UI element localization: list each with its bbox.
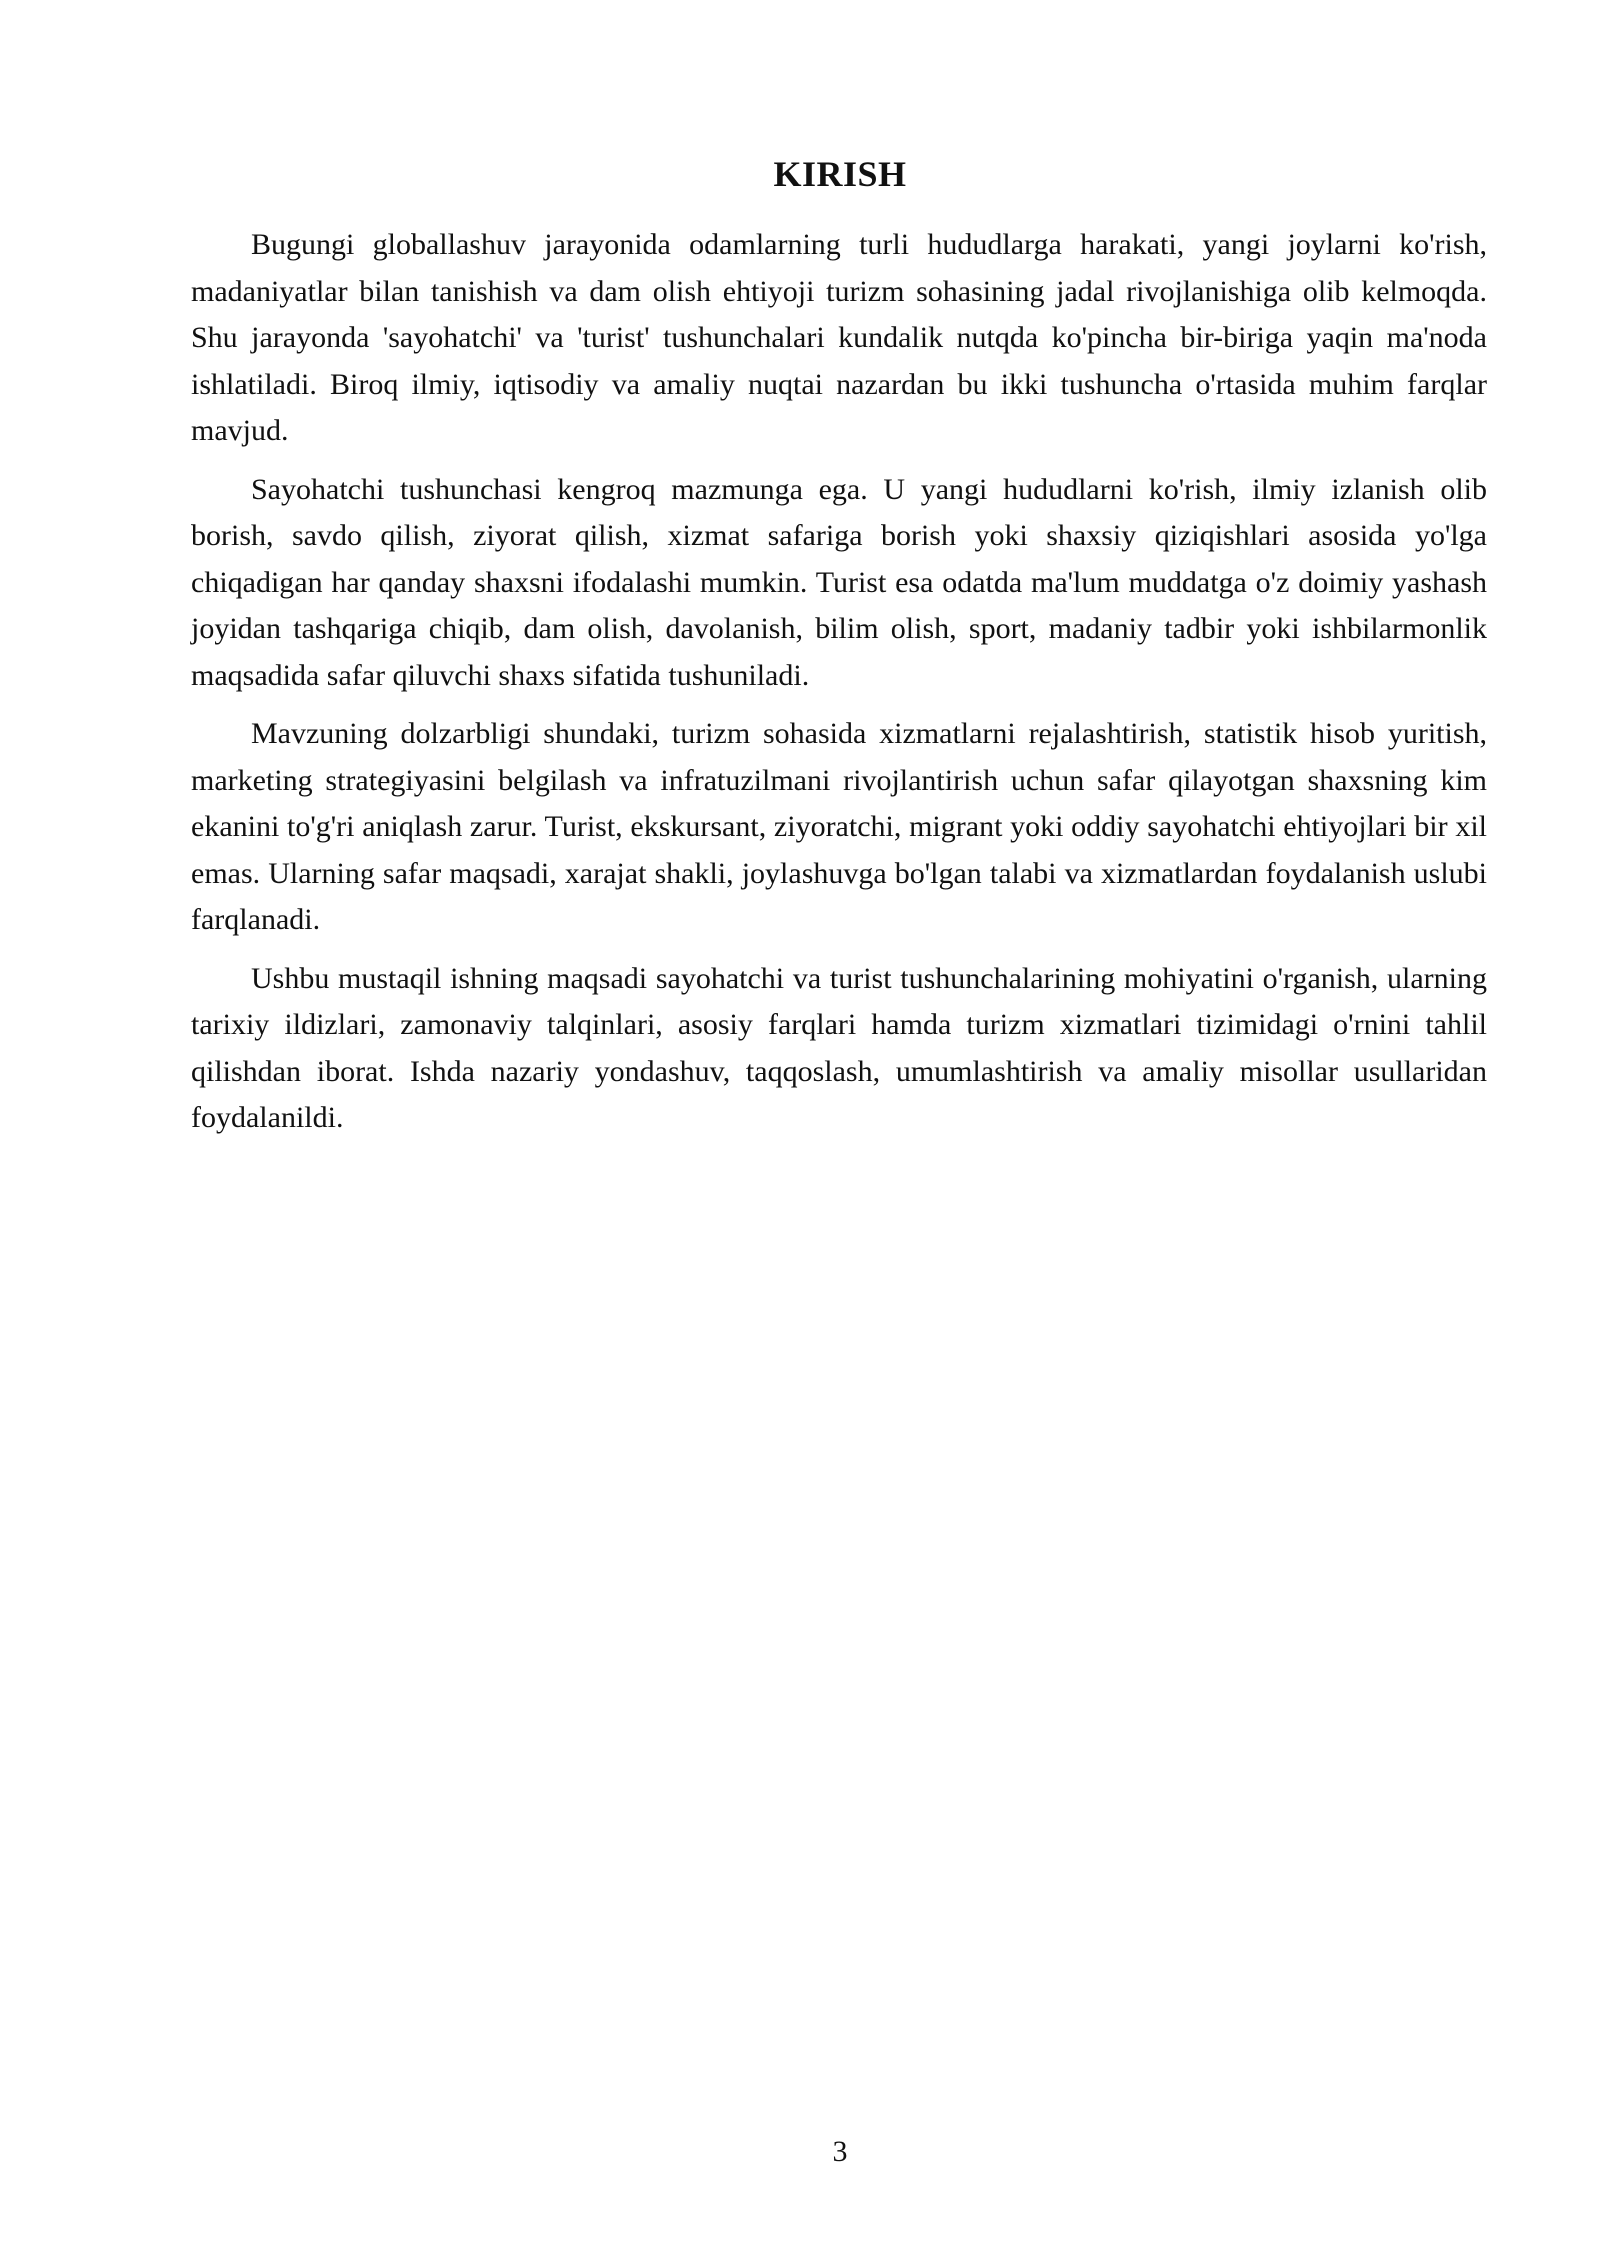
paragraph-4: Ushbu mustaqil ishning maqsadi sayohatchi va turist tushunchalarining mohiyatini o'rganish, ularning tarixiy ildizlari, zamonaviy talqinlari, asosiy farqlari hamda turizm xizmatlari tizimidagi o'rnini tahlil qilishdan iborat. Ishda nazariy yondashuv, taqqoslash, umumlashtirish va amaliy misollar usullaridan foydalanildi.: [191, 961, 1487, 1134]
page-number: 3: [832, 2135, 848, 2168]
section-title: KIRISH: [773, 154, 907, 194]
paragraph-3: Mavzuning dolzarbligi shundaki, turizm sohasida xizmatlarni rejalashtirish, statistik hisob yuritish, marketing strategiyasini belgilash va infratuzilmani rivojlantirish uchun safar qilayotgan shaxsning kim ekanini to'g'ri aniqlash zarur. Turist, ekskursant, ziyoratchi, migrant yoki oddiy sayohatchi ehtiyojlari bir xil emas. Ularning safar maqsadi, xarajat shakli, joylashuvga bo'lgan talabi va xizmatlardan foydalanish uslubi farqlanadi.: [191, 717, 1487, 936]
paragraph-1: Bugungi globallashuv jarayonida odamlarning turli hududlarga harakati, yangi joylarni ko'rish, madaniyatlar bilan tanishish va dam olish ehtiyoji turizm sohasining jadal rivojlanishiga olib kelmoqda. Shu jarayonda 'sayohatchi' va 'turist' tushunchalari kundalik nutqda ko'pincha bir-biriga yaqin ma'noda ishlatiladi. Biroq ilmiy, iqtisodiy va amaliy nuqtai nazardan bu ikki tushuncha o'rtasida muhim farqlar mavjud.: [191, 228, 1487, 447]
body-text: [191, 222, 1487, 1154]
paragraph-2: Sayohatchi tushunchasi kengroq mazmunga ega. U yangi hududlarni ko'rish, ilmiy izlanish olib borish, savdo qilish, ziyorat qilish, xizmat safariga borish yoki shaxsiy qiziqishlari asosida yo'lga chiqadigan har qanday shaxsni ifodalashi mumkin. Turist esa odatda ma'lum muddatga o'z doimiy yashash joyidan tashqariga chiqib, dam olish, davolanish, bilim olish, sport, madaniy tadbir yoki ishbilarmonlik maqsadida safar qiluvchi shaxs sifatida tushuniladi.: [191, 472, 1487, 692]
